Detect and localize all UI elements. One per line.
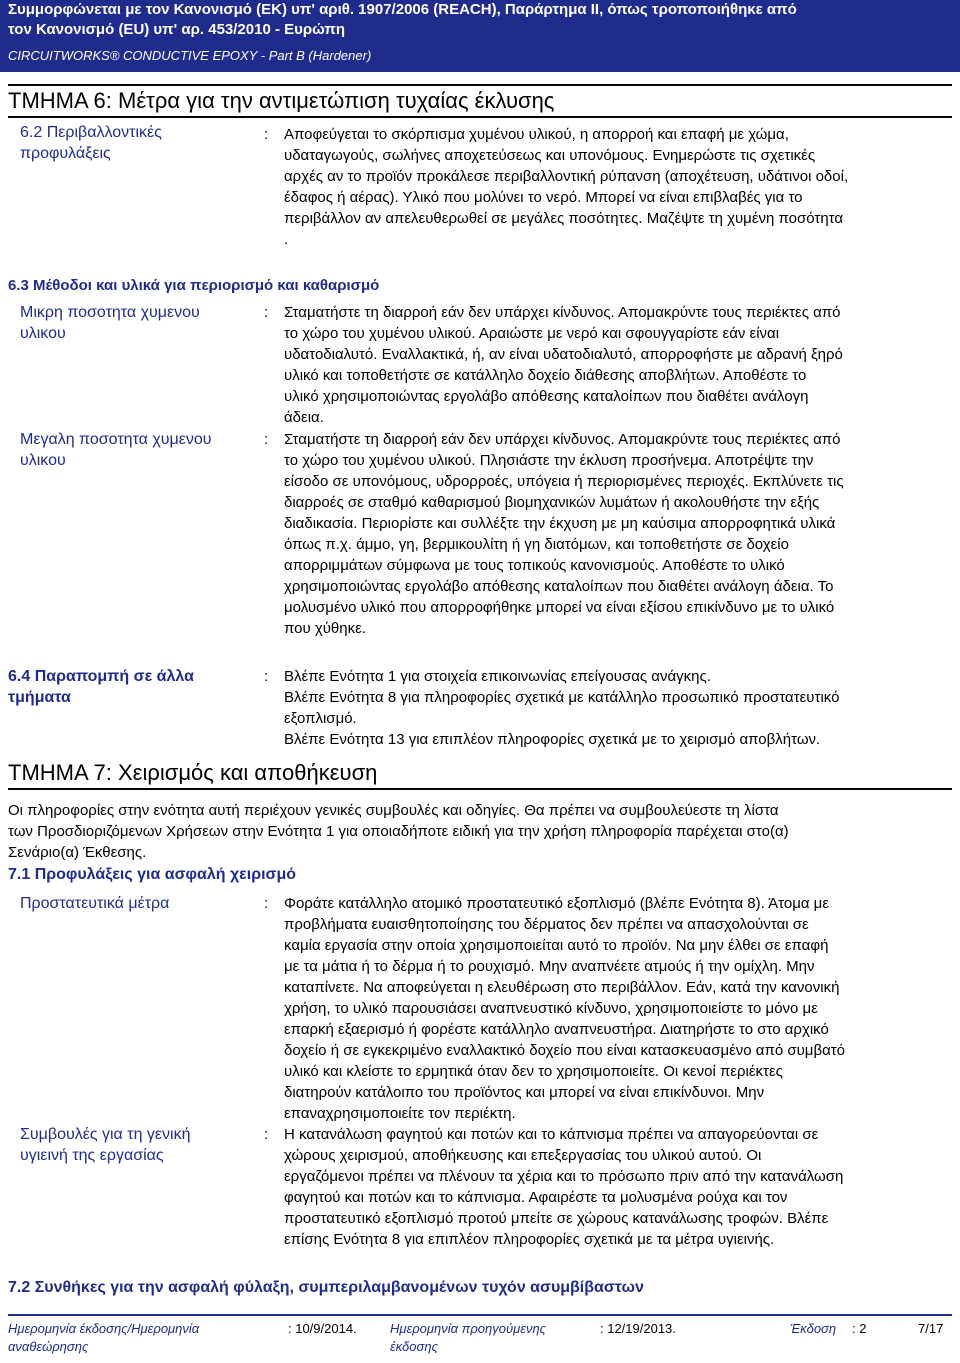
small-colon: : [264,304,269,321]
product-name: CIRCUITWORKS® CONDUCTIVE EPOXY - Part B (Hardener) [8,48,372,63]
text-line: υλικό και κλείστε το ερμητικά όταν δεν το χρησιμοποιείτε. Οι κενοί περιέκτες [284,1063,783,1080]
env-label-line-2: προφυλάξεις [20,145,111,162]
regulation-line-1: Συμμορφώνεται με τον Κανονισμό (ΕΚ) υπ' αριθ. 1907/2006 (REACH), Παράρτημα II, όπως τροποποιήθηκε από [8,1,797,18]
section-6-title: ΤΜΗΜΑ 6: Μέτρα για την αντιμετώπιση τυχαίας έκλυσης [8,84,952,118]
text-line: των Προσδιοριζόμενων Χρήσεων στην Ενότητα 1 για οποιαδήποτε ειδική για την χρήση πληροφορία παρέχεται στο(α) [8,823,789,840]
text-line: Αποφεύγεται το σκόρπισμα χυμένου υλικού, η απορροή και επαφή με χώμα, [284,126,789,143]
text-line: με τα μάτια ή το δέρμα ή το ρουχισμό. Μην αναπνέετε ατμούς ή την ομίχλη. Μην [284,958,815,975]
protective-colon: : [264,895,269,912]
issue-label-line-2: αναθεώρησης [8,1339,89,1354]
prev-label-line-1: Ημερομηνία προηγούμενης [390,1321,547,1336]
regulation-line-2: τον Κανονισμό (ΕU) υπ' αρ. 453/2010 - Ευρώπη [8,21,346,38]
ref-label-line-1: 6.4 Παραπομπή σε άλλα [8,668,194,685]
hygiene-label-line-2: υγιεινή της εργασίας [20,1147,164,1164]
protective-measures-text [284,893,956,1124]
text-line: καταπίνετε. Να αποφεύγεται η ελευθέρωση στο περιβάλλον. Εάν, κατά την κανονική [284,979,840,996]
text-line: υλικό και τοποθετήστε σε κατάλληλο δοχείο διάθεσης αποβλήτων. Αποθέστε το [284,367,807,384]
document-header [0,0,960,72]
text-line: Βλέπε Ενότητα 8 για πληροφορίες σχετικά με κατάλληλο προσωπικό προστατευτικό [284,689,840,706]
page-number: 7/17 [918,1321,944,1336]
text-line: . [284,231,289,248]
other-sections-text [284,666,956,750]
text-line: εργαζόμενοι πρέπει να πλένουν τα χέρια και το πρόσωπο πριν από την κατανάλωση [284,1168,844,1185]
previous-issue-value: : 12/19/2013. [600,1321,676,1336]
prev-label-line-2: έκδοσης [390,1339,438,1354]
section-7-title: ΤΜΗΜΑ 7: Χειρισμός και αποθήκευση [8,758,952,790]
env-label-line-1: 6.2 Περιβαλλοντικές [20,124,162,141]
text-line: επαρκή εξαερισμό ή φορέστε κατάλληλο αναπνευστήρα. Διατηρήστε το στο αρχικό [284,1021,829,1038]
protective-measures-label: Προστατευτικά μέτρα [20,895,170,912]
text-line: φαγητού και ποτών και το κάπνισμα. Αφαιρέστε τα μολυσμένα ρούχα και τον [284,1189,788,1206]
text-line: αρχές αν το προϊόν προκάλεσε περιβαλλοντική ρύπανση (αποχέτευση, υδάτινοι οδοί, [284,168,849,185]
large-spill-text [284,429,956,639]
text-line: μολυσμένο υλικό που απορροφήθηκε μπορεί να είναι εξίσου επικίνδυνο με το υλικό [284,599,835,616]
text-line: καμία εργασία στην οποία χρησιμοποιείται αυτό το προϊόν. Να μην έλθει σε επαφή [284,937,829,954]
text-line: Οι πληροφορίες στην ενότητα αυτή περιέχουν γενικές συμβουλές και οδηγίες. Θα πρέπει να συμβουλεύεστε τη λίστα [8,802,779,819]
text-line: εξοπλισμό. [284,710,357,727]
footer-divider [8,1314,952,1316]
text-line: δοχείο ή σε εγκεκριμένο εναλλακτικό δοχείο που είναι κατασκευασμένο από συμβατό [284,1042,846,1059]
small-spill-text [284,302,956,428]
text-line: επαναχρησιμοποιείτε τον περιέκτη. [284,1105,516,1122]
env-precautions-label [20,122,162,164]
large-label-line-2: υλικου [20,452,66,469]
text-line: Σταματήστε τη διαρροή εάν δεν υπάρχει κίνδυνος. Απομακρύντε τους περιέκτες από [284,304,841,321]
hygiene-advice-text [284,1124,956,1250]
ref-colon: : [264,668,269,685]
text-line: διατηρούν κατάλοιπο του προϊόντος και μπορεί να είναι επικίνδυνοι. Μην [284,1084,765,1101]
text-line: προβλήματα ευαισθητοποίησης του δέρματος δεν πρέπει να απασχολούνται σε [284,916,809,933]
text-line: άδεια. [284,409,324,426]
safe-handling-heading: 7.1 Προφυλάξεις για ασφαλή χειρισμό [8,866,297,883]
large-colon: : [264,431,269,448]
text-line: που χύθηκε. [284,620,366,637]
small-label-line-2: υλικου [20,325,66,342]
text-line: το χώρο του χυμένου υλικού. Αραιώστε με νερό και σφουγγαρίστε εάν είναι [284,325,780,342]
small-spill-label [20,302,200,344]
text-line: το χώρο του χυμένου υλικού. Πλησιάστε την έκλυση προσήνεμα. Αποτρέψτε την [284,452,814,469]
section-7-intro [8,800,956,863]
text-line: είσοδο σε υπονόμους, υδρορροές, υπόγεια ή περιορισμένες περιοχές. Εκπλύνετε τις [284,473,844,490]
text-line: χώρους χειρισμού, αποθήκευσης και επεξεργασίας του υλικού αυτού. Οι [284,1147,762,1164]
text-line: διαδικασία. Περιορίστε και συλλέξτε την έκχυση με μη καύσιμα απορροφητικά υλικά [284,515,836,532]
header-divider [0,72,960,75]
text-line: απορριμμάτων σύμφωνα με τους τοπικούς κανονισμούς. Αποθέστε το υλικό [284,557,785,574]
text-line: περιβάλλον αν απελευθερωθεί σε μεγάλες ποσότητες. Μαζέψτε τη χυμένη ποσότητα [284,210,844,227]
ref-label-line-2: τμήματα [8,689,71,706]
text-line: Σενάριο(α) Έκθεσης. [8,844,147,861]
text-line: Σταματήστε τη διαρροή εάν δεν υπάρχει κίνδυνος. Απομακρύντε τους περιέκτες από [284,431,841,448]
large-label-line-1: Μεγαλη ποσοτητα χυμενου [20,431,212,448]
text-line: υλικό χρησιμοποιώντας εργολάβο απόθεσης καταλοίπων που διαθέτει ανάλογη [284,388,809,405]
text-line: διαρροές σε σταθμό καθαρισμού βιομηχανικών λυμάτων ή ακολουθήστε την εξής [284,494,820,511]
text-line: Βλέπε Ενότητα 1 για στοιχεία επικοινωνίας επείγουσας ανάγκης. [284,668,711,685]
text-line: χρησιμοποιώντας εργολάβο απόθεσης καταλοίπων που διαθέτει ανάλογη άδεια. Το [284,578,834,595]
text-line: Η κατανάλωση φαγητού και ποτών και το κάπνισμα πρέπει να απαγορεύονται σε [284,1126,819,1143]
text-line: προστατευτικό εξοπλισμό προτού μπείτε σε χώρους κατανάλωσης τροφών. Βλέπε [284,1210,829,1227]
text-line: υδατοδιαλυτό. Εναλλακτικά, ή, αν είναι υδατοδιαλυτό, απορροφήστε με αδρανή ξηρό [284,346,843,363]
version-value: : 2 [852,1321,867,1336]
hygiene-advice-label [20,1124,191,1166]
text-line: Βλέπε Ενότητα 13 για επιπλέον πληροφορίες σχετικά με το χειρισμό αποβλήτων. [284,731,821,748]
text-line: υδαταγωγούς, σωλήνες αποχετεύσεως και υπονόμους. Ενημερώστε τις σχετικές [284,147,816,164]
small-label-line-1: Μικρη ποσοτητα χυμενου [20,304,200,321]
text-line: έδαφος ή αέρας). Υλικό που μολύνει το νερό. Μπορεί να είναι επιβλαβές για το [284,189,803,206]
large-spill-label [20,429,211,471]
version-label: Έκδοση [790,1321,837,1336]
other-sections-label [8,666,194,708]
text-line: όπως π.χ. άμμο, γη, βερμικουλίτη ή γη διατόμων, και τοποθετήστε σε δοχείο [284,536,789,553]
text-line: επίσης Ενότητα 8 για επιπλέον πληροφορίες σχετικά με τα μέτρα υγιεινής. [284,1231,775,1248]
hygiene-label-line-1: Συμβουλές για τη γενική [20,1126,191,1143]
hygiene-colon: : [264,1126,269,1143]
env-colon: : [264,126,269,143]
issue-date-label [8,1320,199,1356]
env-precautions-text [284,124,956,250]
text-line: Φοράτε κατάλληλο ατομικό προστατευτικό εξοπλισμό (βλέπε Ενότητα 8). Άτομα με [284,895,830,912]
safe-storage-heading: 7.2 Συνθήκες για την ασφαλή φύλαξη, συμπεριλαμβανομένων τυχόν ασυμβίβαστων [8,1279,644,1296]
issue-label-line-1: Ημερομηνία έκδοσης/Ημερομηνία [8,1321,200,1336]
issue-date-value: : 10/9/2014. [288,1321,357,1336]
text-line: χρήση, το υλικό παρουσιάσει αναπνευστικό κίνδυνο, χρησιμοποιείστε το μόνο με [284,1000,818,1017]
containment-methods-heading: 6.3 Μέθοδοι και υλικά για περιορισμό και καθαρισμό [8,277,380,294]
previous-issue-label [390,1320,546,1356]
